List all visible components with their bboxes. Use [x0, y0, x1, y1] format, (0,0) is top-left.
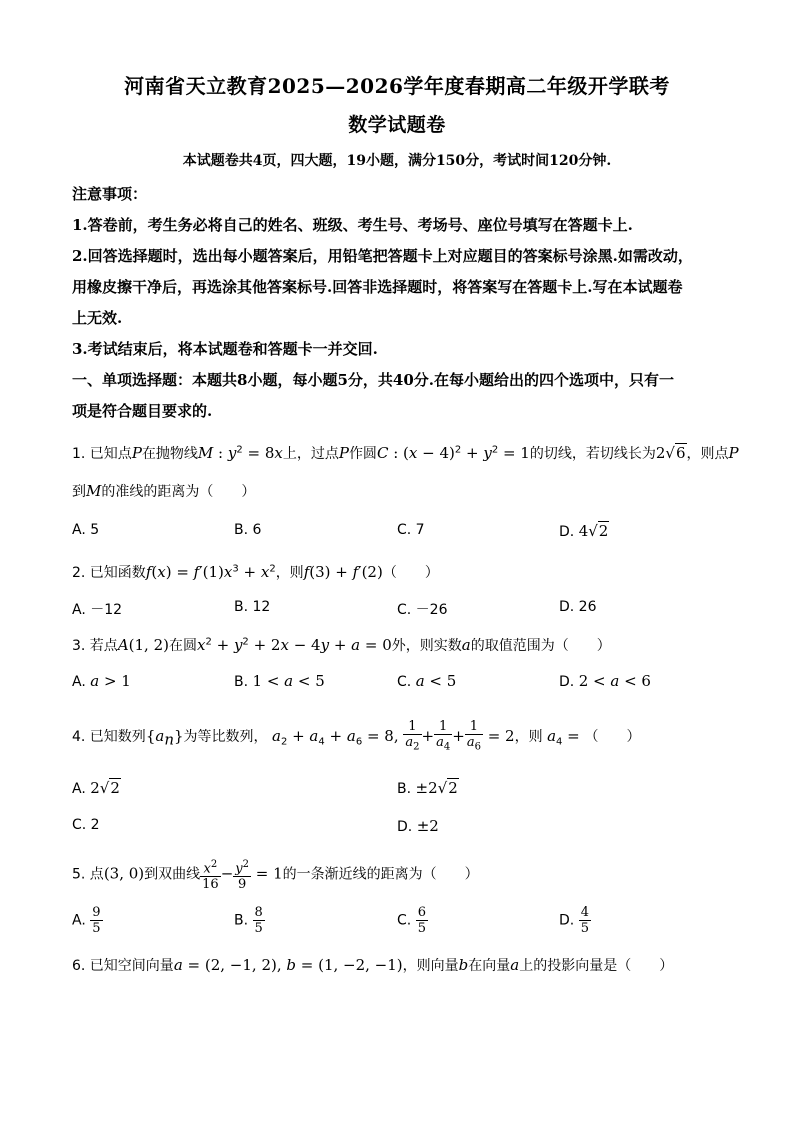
question-6: 6. 已知空间向量a = (2, −1, 2), b = (1, −2, −1)，则向量b在向量a上的投影向量是（ ）	[72, 956, 674, 974]
q3-option-a: A. a > 1	[72, 672, 131, 690]
notes-heading: 注意事项：	[72, 185, 148, 203]
note-item-1: 1.答卷前，考生务必将自己的姓名、班级、考生号、考场号、座位号填写在答题卡上.	[72, 216, 633, 234]
note-item-2-line-1: 2.回答选择题时，选出每小题答案后，用铅笔把答题卡上对应题目的答案标号涂黑.如需改动，	[72, 247, 693, 265]
section-1-line-2: 项是符合题目要求的.	[72, 402, 213, 420]
exam-title: 河南省天立教育2025—2026学年度春期高二年级开学联考	[124, 74, 670, 98]
q2-option-d: D. 26	[559, 599, 597, 615]
q1-option-d: D. 4√2	[559, 522, 609, 540]
q5-option-b: B. $\frac{8}{5}$	[234, 905, 263, 936]
note-item-2-line-2: 用橡皮擦干净后，再选涂其他答案标号.回答非选择题时，将答案写在答题卡上.写在本试题卷	[72, 278, 683, 296]
exam-info: 本试题卷共4页，四大题，19小题，满分150分，考试时间120分钟.	[182, 153, 612, 169]
q2-option-a: A. －12	[72, 602, 123, 618]
note-item-3: 3.考试结束后，将本试题卷和答题卡一并交回.	[72, 340, 378, 358]
q2-option-b: B. 12	[234, 599, 271, 615]
note-item-2-line-3: 上无效.	[72, 309, 123, 327]
q1-option-b: B. 6	[234, 522, 262, 538]
q5-option-d: D. $\frac{4}{5}$	[559, 905, 589, 936]
q3-option-d: D. 2 < a < 6	[559, 672, 651, 690]
q2-option-c: C. －26	[397, 602, 448, 618]
q5-option-c: C. $\frac{6}{5}$	[397, 905, 426, 936]
q3-option-b: B. 1 < a < 5	[234, 672, 325, 690]
q1-option-c: C. 7	[397, 522, 425, 538]
question-4: 4. 已知数列$\{a_n\}$为等比数列， $a_2 + a_4 + a_6 = 8$, $\frac{1}{a_2}$ + $\frac{1}{a_4}$ + $\frac{1}{a_6}$ = 2，则 $a_4$ = （ ）	[72, 719, 641, 753]
q1-option-a: A. 5	[72, 522, 100, 538]
question-1-line-1: 1. 已知点P在抛物线M : $y^2 = 8x$上，过点P作圆C : $(x - 4)^2 + y^2 = 1$的切线，若切线长为2√6，则点P	[72, 444, 739, 462]
q5-option-a: A. $\frac{9}{5}$	[72, 905, 101, 936]
exam-subtitle: 数学试题卷	[348, 114, 446, 136]
question-1-line-2: 到M的准线的距离为（ ）	[72, 482, 256, 500]
q4-option-a: A. 2√2	[72, 779, 120, 797]
q4-option-c: C. 2	[72, 817, 100, 833]
question-3: 3. 若点A(1, 2)在圆$x^2 + y^2 + 2x - 4y + a = 0$外，则实数a的取值范围为（ ）	[72, 636, 611, 654]
q4-option-b: B. ±2√2	[397, 779, 458, 797]
q3-option-c: C. a < 5	[397, 672, 457, 690]
q4-option-d: D. ±2	[397, 817, 439, 835]
question-2: 2. 已知函数$f(x) = f'(1)x^3 + x^2$，则f(3) + f′(2)（ ）	[72, 563, 439, 581]
question-5: 5. 点(3, 0)到双曲线 $\frac{x^2}{16}$ − $\frac{y^2}{9}$ = 1的一条渐近线的距离为（ ）	[72, 859, 479, 893]
section-1-line-1: 一、单项选择题：本题共8小题，每小题5分，共40分.在每小题给出的四个选项中，只有一	[72, 371, 674, 389]
